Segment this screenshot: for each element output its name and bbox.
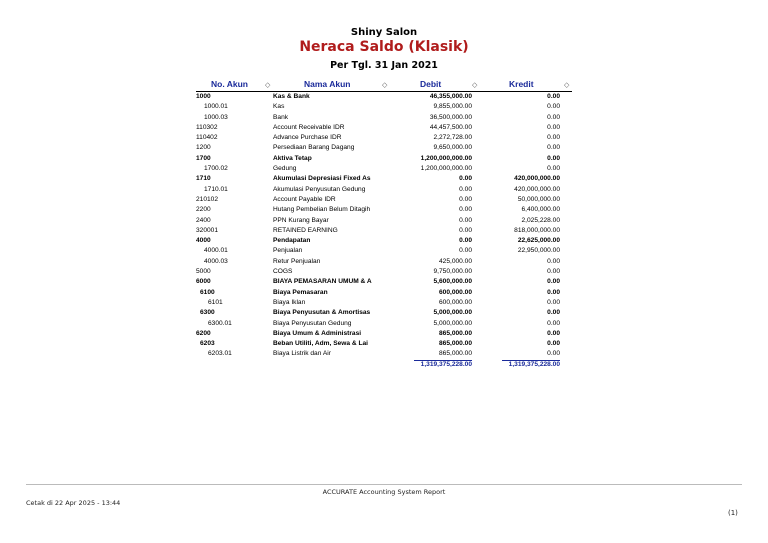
account-name: Akumulasi Penyusutan Gedung [273,185,366,193]
table-row[interactable] [196,226,572,236]
account-name: Retur Penjualan [273,257,321,265]
debit-value: 425,000.00 [438,257,472,265]
kredit-value: 0.00 [547,329,560,337]
account-name: Account Receivable IDR [273,123,345,131]
trial-balance-table [196,79,572,371]
column-header-kredit[interactable]: Kredit [509,79,534,89]
kredit-value: 0.00 [547,309,560,317]
account-number: 6300 [200,309,215,317]
kredit-value: 22,950,000.00 [517,247,560,255]
table-row[interactable] [196,319,572,329]
account-name: Biaya Listrik dan Air [273,350,331,358]
account-number: 210102 [196,195,219,203]
footer-divider [26,484,742,485]
account-name: PPN Kurang Bayar [273,216,329,224]
printed-timestamp: Cetak di 22 Apr 2025 - 13:44 [26,499,121,507]
column-header-nama-akun[interactable]: Nama Akun [304,79,351,89]
debit-value: 5,000,000.00 [433,319,472,327]
debit-value: 0.00 [459,195,472,203]
account-name: Persediaan Barang Dagang [273,144,355,152]
kredit-value: 0.00 [547,319,560,327]
account-number: 6101 [208,298,223,306]
table-row[interactable] [196,277,572,287]
table-row[interactable] [196,164,572,174]
debit-value: 1,200,000,000.00 [420,165,472,173]
table-row[interactable] [196,143,572,153]
table-row[interactable] [196,308,572,318]
kredit-value: 0.00 [547,123,560,131]
account-number: 6300.01 [208,319,232,327]
account-number: 6203 [200,340,215,348]
account-name: Biaya Penyusutan Gedung [273,319,352,327]
table-row[interactable] [196,236,572,246]
debit-value: 0.00 [459,247,472,255]
account-name: Beban Utiliti, Adm, Sewa & Lai [273,340,369,348]
table-row[interactable] [196,267,572,277]
kredit-value: 0.00 [547,113,560,121]
kredit-value: 0.00 [547,340,560,348]
account-name: Kas [273,103,285,111]
kredit-value: 22,625,000.00 [517,237,560,245]
page-number: (1) [728,509,738,517]
debit-value: 9,650,000.00 [433,144,472,152]
kredit-value: 0.00 [547,93,560,100]
account-name: Advance Purchase IDR [273,134,342,142]
table-row[interactable] [196,174,572,184]
account-name: Pendapatan [273,237,311,245]
kredit-value: 0.00 [547,298,560,306]
debit-value: 865,000.00 [438,340,472,348]
debit-value: 0.00 [459,175,472,183]
account-name: Biaya Pemasaran [273,288,328,296]
sort-icon[interactable]: ◇ [472,82,478,89]
table-row[interactable] [196,246,572,256]
sort-icon[interactable]: ◇ [265,82,271,89]
sort-icon[interactable]: ◇ [382,82,388,89]
footer-system-name: ACCURATE Accounting System Report [322,488,446,496]
table-row[interactable] [196,92,572,102]
account-number: 6200 [196,329,211,337]
kredit-value: 818,000,000.00 [514,226,560,234]
account-name: Kas & Bank [273,93,310,100]
account-name: COGS [273,268,293,276]
column-header-no-akun[interactable]: No. Akun [211,79,248,89]
kredit-value: 0.00 [547,288,560,296]
account-name: Aktiva Tetap [273,154,312,162]
account-name: Biaya Penyusutan & Amortisas [273,309,371,317]
account-number: 1000.03 [204,113,228,121]
kredit-value: 0.00 [547,257,560,265]
kredit-value: 0.00 [547,154,560,162]
account-name: Biaya Umum & Administrasi [273,329,362,337]
account-number: 1200 [196,144,211,152]
account-number: 1700 [196,154,211,162]
kredit-value: 0.00 [547,103,560,111]
account-number: 6203.01 [208,350,232,358]
debit-value: 0.00 [459,237,472,245]
account-number: 2200 [196,206,211,214]
total-kredit: 1,319,375,228.00 [508,360,560,368]
debit-value: 5,000,000.00 [433,309,472,317]
debit-value: 46,355,000.00 [429,93,472,100]
table-row[interactable] [196,349,572,359]
account-number: 1000 [196,93,211,100]
debit-value: 2,272,728.00 [433,134,472,142]
table-row[interactable] [196,339,572,349]
table-row[interactable] [196,154,572,164]
account-number: 6100 [200,288,215,296]
kredit-value: 0.00 [547,134,560,142]
debit-value: 865,000.00 [438,329,472,337]
table-row[interactable] [196,123,572,133]
debit-value: 9,855,000.00 [433,103,472,111]
debit-value: 600,000.00 [438,288,472,296]
account-number: 320001 [196,226,219,234]
debit-value: 865,000.00 [438,350,472,358]
table-header [196,79,572,92]
report-title: Neraca Saldo (Klasik) [299,39,469,55]
debit-value: 36,500,000.00 [429,113,472,121]
account-number: 1710 [196,175,211,183]
account-number: 4000 [196,237,211,245]
account-name: Bank [273,113,289,121]
kredit-value: 0.00 [547,144,560,152]
debit-value: 44,457,500.00 [429,123,472,131]
account-number: 110402 [196,134,218,142]
account-number: 4000.01 [204,247,228,255]
debit-value: 0.00 [459,216,472,224]
debit-value: 0.00 [459,206,472,214]
kredit-value: 2,025,228.00 [521,216,560,224]
debit-value: 9,750,000.00 [433,268,472,276]
kredit-value: 0.00 [547,278,560,286]
totals-row [196,360,572,371]
table-row[interactable] [196,329,572,339]
account-name: Akumulasi Depresiasi Fixed As [273,175,371,183]
account-name: Gedung [273,165,297,173]
table-row[interactable] [196,102,572,112]
kredit-value: 6,400,000.00 [521,206,560,214]
account-number: 110302 [196,123,218,131]
sort-icon[interactable]: ◇ [564,82,570,89]
account-number: 6000 [196,278,211,286]
kredit-value: 50,000,000.00 [517,195,560,203]
table-row[interactable] [196,195,572,205]
account-name: Hutang Pembelian Belum Ditagih [273,206,371,214]
total-debit: 1,319,375,228.00 [420,360,472,368]
table-row[interactable] [196,257,572,267]
kredit-value: 0.00 [547,165,560,173]
debit-value: 0.00 [459,185,472,193]
debit-value: 0.00 [459,226,472,234]
account-name: BIAYA PEMASARAN UMUM & A [273,278,372,286]
table-row[interactable] [196,185,572,195]
table-row[interactable] [196,205,572,215]
column-header-debit[interactable]: Debit [420,79,442,89]
account-name: Biaya Iklan [273,298,306,306]
account-number: 2400 [196,216,211,224]
account-name: Account Payable IDR [273,195,336,203]
report-period: Per Tgl. 31 Jan 2021 [330,60,438,71]
table-body [196,92,572,360]
account-number: 1710.01 [204,185,228,193]
account-name: Penjualan [273,247,303,255]
kredit-value: 420,000,000.00 [514,185,560,193]
account-number: 1700.02 [204,165,228,173]
kredit-value: 0.00 [547,268,560,276]
table-row[interactable] [196,113,572,123]
debit-value: 1,200,000,000.00 [420,154,472,162]
debit-value: 600,000.00 [438,298,472,306]
account-number: 4000.03 [204,257,228,265]
kredit-value: 0.00 [547,350,560,358]
debit-value: 5,600,000.00 [433,278,472,286]
account-number: 5000 [196,268,211,276]
kredit-value: 420,000,000.00 [514,175,560,183]
table-row[interactable] [196,298,572,308]
table-row[interactable] [196,133,572,143]
account-name: RETAINED EARNING [273,226,338,234]
table-row[interactable] [196,216,572,226]
account-number: 1000.01 [204,103,228,111]
company-name: Shiny Salon [350,27,418,38]
table-row[interactable] [196,288,572,298]
